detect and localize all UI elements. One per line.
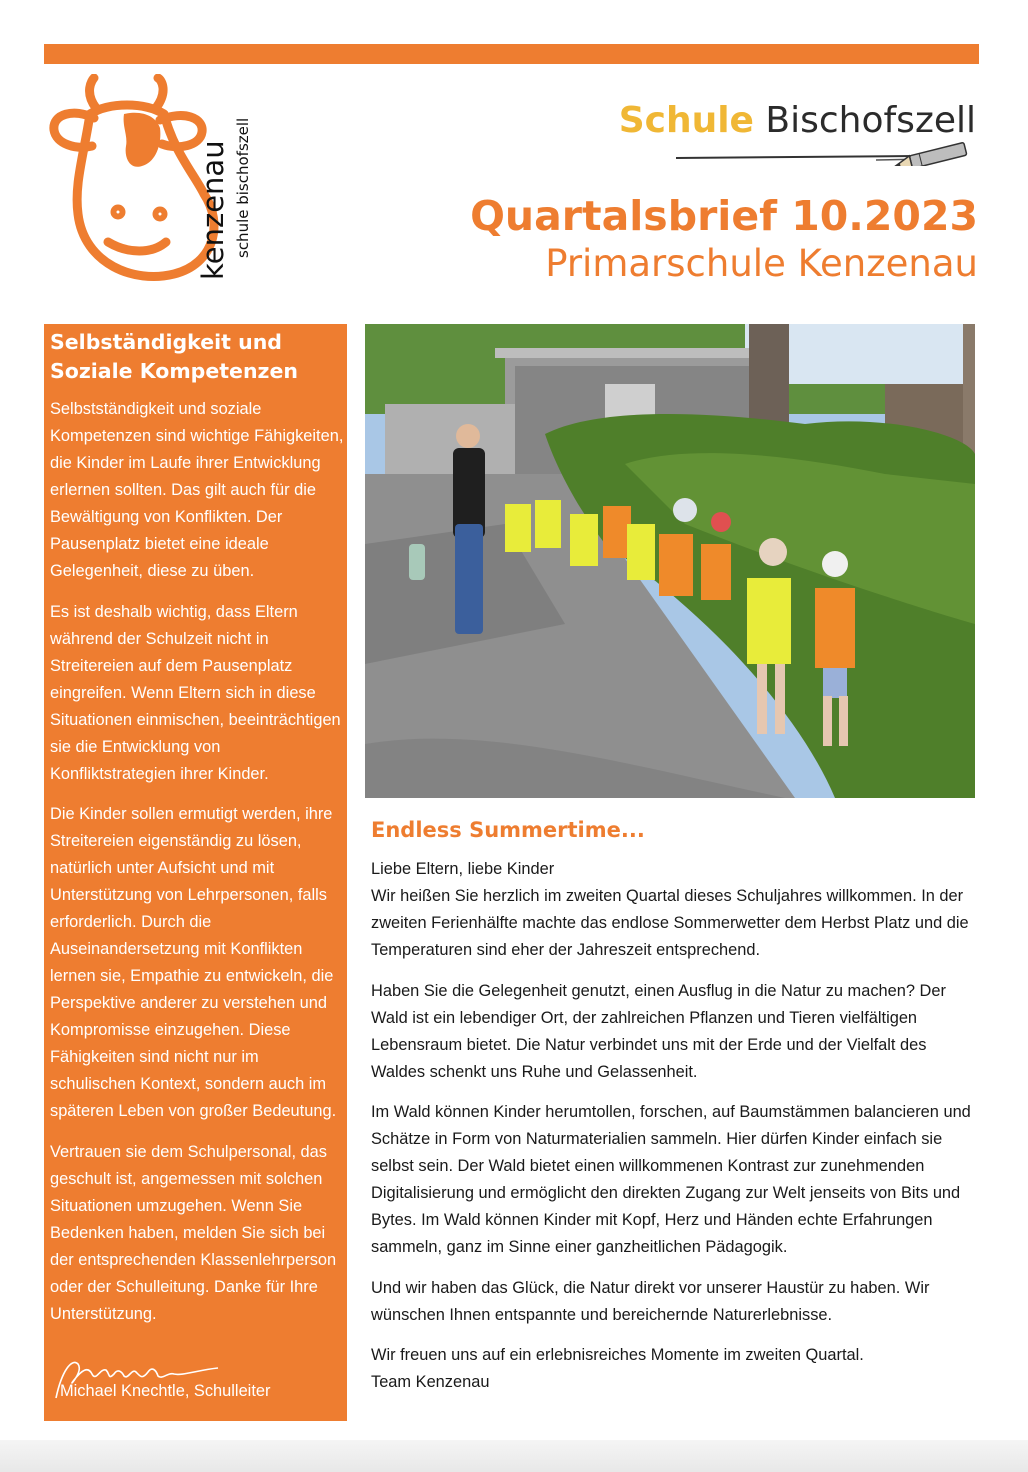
photo-children-walk	[365, 324, 975, 798]
newsletter-title: Quartalsbrief 10.2023	[470, 192, 978, 240]
sidebar-paragraph: Selbstständigkeit und soziale Kompetenzen sind wichtige Fähigkeiten, die Kinder im Laufe ihrer Entwicklung erlernen sollten. Das gilt auch für die Bewältigung von Konflikten. Der Pausenplatz bietet eine ideale Gelegenheit, diese zu üben.	[50, 400, 344, 580]
pencil-icon	[676, 140, 978, 166]
article-paragraph: Haben Sie die Gelegenheit genutzt, einen Ausflug in die Natur zu machen? Der Wald ist ein lebendiger Ort, der zahlreichen Pflanzen und Tieren vielfältigen Lebensraum bietet. Die Natur verbindet uns mit der Erde und der Vielfalt des Waldes schenkt uns Ruhe und Gelassenheit.	[371, 981, 946, 1081]
brand-word-bischofszell: Bischofszell	[765, 100, 976, 141]
signature-name: Michael Knechtle, Schulleiter	[60, 1382, 271, 1400]
page-bottom-shade	[0, 1440, 1028, 1472]
sidebar-paragraph: Vertrauen sie dem Schulpersonal, das geschult ist, angemessen mit solchen Situationen umzugehen. Wenn Sie Bedenken haben, melden Sie sich bei der entsprechenden Klassenlehrperson oder der Schulleitung. Danke für Ihre Unterstützung.	[50, 1142, 337, 1323]
article-paragraph: Im Wald können Kinder herumtollen, forschen, auf Baumstämmen balancieren und Schätze in Form von Naturmaterialien sammeln. Hier dürfen Kinder einfach sie selbst sein. Der Wald bietet einen willkommenen Kontrast zur zunehmenden Digitalisierung und ermöglicht den direkten Zugang zur Welt jenseits von Bits und Bytes. Im Wald können Kinder mit Kopf, Herz und Händen echte Erfahrungen sammeln, ganz im Sinne einer ganzheitlichen Pädagogik.	[371, 1103, 971, 1256]
brand-word-schule: Schule	[618, 100, 754, 141]
article-body	[371, 856, 975, 1410]
article-team: Team Kenzenau	[371, 1373, 490, 1391]
sidebar-paragraph: Die Kinder sollen ermutigt werden, ihre Streitereien eigenständig zu lösen, natürlich unter Aufsicht und mit Unterstützung von Lehrpersonen, falls erforderlich. Durch die Auseinandersetzung mit Konflikten lernen sie, Empathie zu entwickeln, die Perspektive anderer zu verstehen und Kompromisse einzugehen. Diese Fähigkeiten sind nicht nur im schulischen Kontext, sondern auch im späteren Leben von großer Bedeutung.	[50, 805, 337, 1120]
article-closing	[371, 1342, 975, 1396]
sidebar-text	[50, 396, 344, 1341]
school-brand	[619, 100, 976, 141]
article-intro	[371, 856, 975, 964]
top-accent-bar	[44, 44, 979, 64]
newsletter-subtitle: Primarschule Kenzenau	[545, 242, 978, 285]
article-greeting: Liebe Eltern, liebe Kinder	[371, 860, 555, 878]
sidebar-box	[44, 324, 347, 1421]
article-paragraph: Und wir haben das Glück, die Natur direkt vor unserer Haustür zu haben. Wir wünschen Ihnen entspannte und bereichernde Naturerlebnisse.	[371, 1278, 930, 1324]
article-intro-text: Wir heißen Sie herzlich im zweiten Quartal dieses Schuljahres willkommen. In der zweiten Ferienhälfte machte das endlose Sommerwetter dem Herbst Platz und die Temperaturen sind eher der Jahreszeit entsprechend.	[371, 887, 969, 959]
sidebar-paragraph: Es ist deshalb wichtig, dass Eltern während der Schulzeit nicht in Streitereien auf dem Pausenplatz eingreifen. Wenn Eltern sich in diese Situationen einmischen, beeinträchtigen sie die Entwicklung von Konfliktstrategien ihrer Kinder.	[50, 602, 341, 783]
logo-name: kenzenau	[196, 140, 230, 280]
article-closing-text: Wir freuen uns auf ein erlebnisreiches Momente im zweiten Quartal.	[371, 1346, 864, 1364]
cow-logo-icon	[44, 74, 264, 294]
logo-subname: schule bischofszell	[234, 117, 252, 258]
sidebar-heading: Selbständigkeit und Soziale Kompetenzen	[50, 330, 298, 383]
article-title: Endless Summertime...	[371, 818, 645, 842]
